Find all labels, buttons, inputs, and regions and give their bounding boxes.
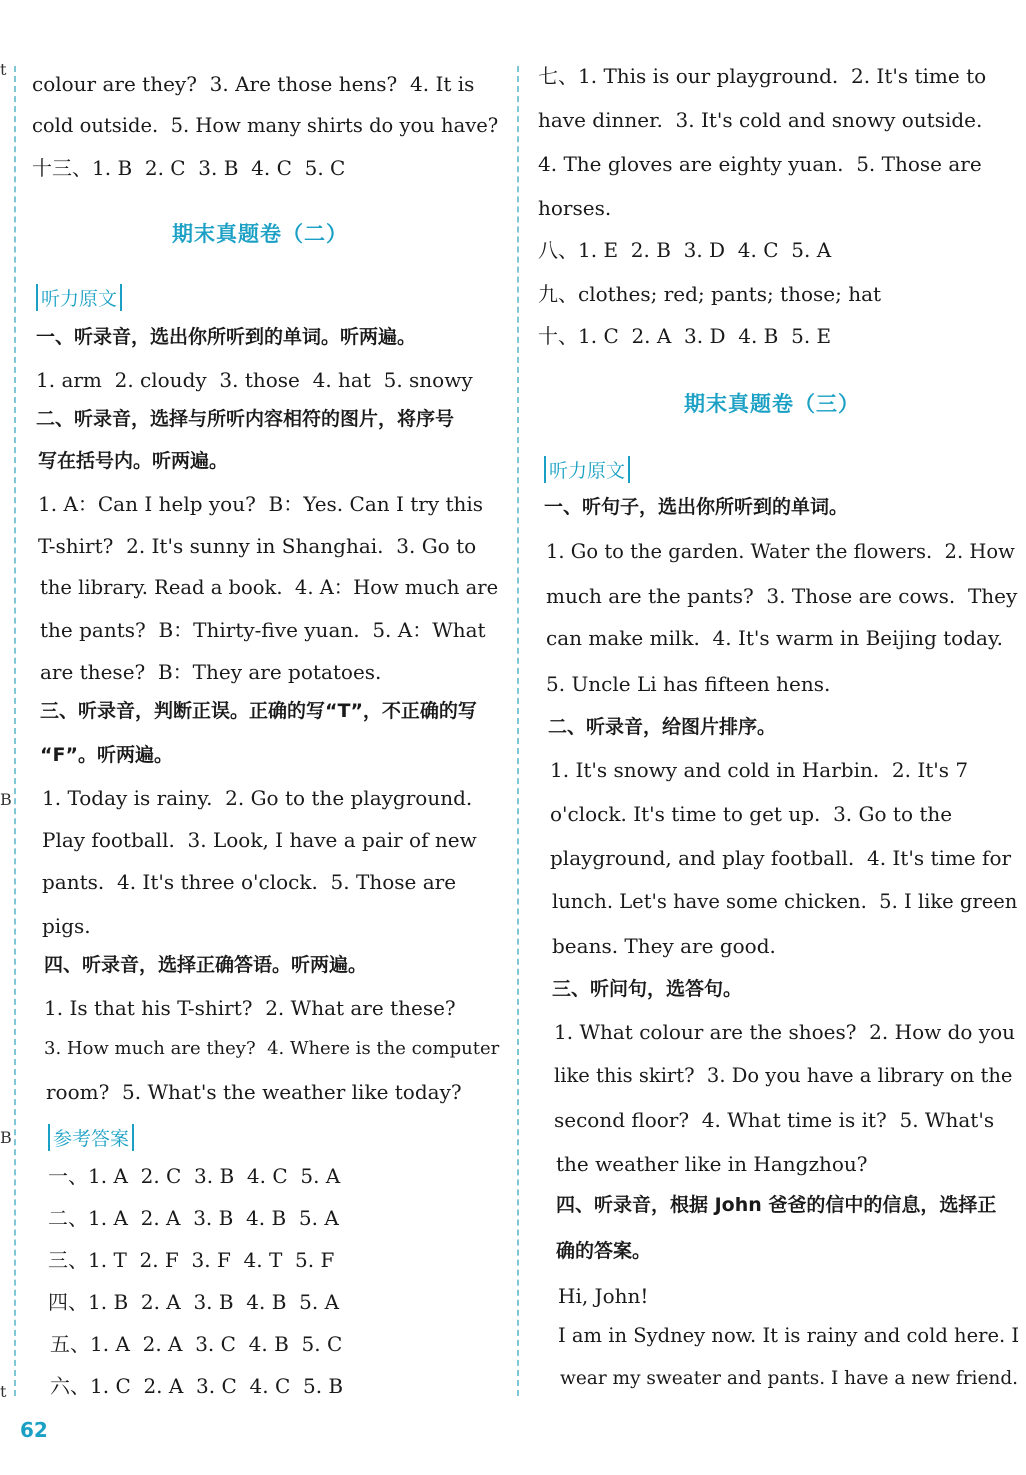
question-heading: 二、听录音，给图片排序。	[548, 716, 777, 738]
text-line: much are the pants? 3. Those are cows. They	[546, 584, 1018, 608]
answer-line: 六、1. C 2. A 3. C 4. C 5. B	[50, 1374, 344, 1398]
text-line: pants. 4. It's three o'clock. 5. Those are	[42, 870, 457, 894]
letter-greeting: Hi, John!	[558, 1284, 649, 1308]
text-line: have dinner. 3. It's cold and snowy outside.	[538, 108, 983, 132]
text-line: the weather like in Hangzhou?	[556, 1152, 868, 1176]
answer-key-tag: 参考答案	[48, 1124, 134, 1151]
answer-line: 八、1. E 2. B 3. D 4. C 5. A	[538, 238, 832, 262]
text-line: horses.	[538, 196, 612, 220]
question-heading: 一、听录音，选出你所听到的单词。听两遍。	[36, 326, 417, 348]
text-line: the library. Read a book. 4. A：How much are	[40, 576, 499, 599]
listening-script-tag: 听力原文	[544, 456, 630, 483]
answer-line: 一、1. A 2. C 3. B 4. C 5. A	[48, 1164, 341, 1188]
letter-body: wear my sweater and pants. I have a new friend.	[560, 1368, 1019, 1389]
text-line: 4. The gloves are eighty yuan. 5. Those are	[538, 152, 982, 176]
question-heading: 三、听问句，选答句。	[552, 978, 743, 1000]
text-line: like this skirt? 3. Do you have a library on the	[554, 1064, 1013, 1087]
text-line: can make milk. 4. It's warm in Beijing today.	[546, 626, 1003, 650]
edge-fragment: t	[0, 60, 7, 79]
text-line: playground, and play football. 4. It's time for	[550, 846, 1012, 870]
answer-line: 三、1. T 2. F 3. F 4. T 5. F	[48, 1248, 335, 1272]
question-heading: 四、听录音，选择正确答语。听两遍。	[44, 954, 368, 976]
text-line: 3. How much are they? 4. Where is the computer	[44, 1038, 500, 1059]
text-line: the pants? B：Thirty-five yuan. 5. A：What	[40, 618, 486, 642]
section-title: 期末真题卷（三）	[684, 392, 860, 416]
page-number: 62	[20, 1418, 48, 1442]
answer-line: 九、clothes; red; pants; those; hat	[538, 282, 882, 306]
question-heading: 写在括号内。听两遍。	[38, 450, 229, 472]
answer-line: 十、1. C 2. A 3. D 4. B 5. E	[538, 324, 832, 348]
text-line: 1. A：Can I help you? B：Yes. Can I try this	[38, 492, 484, 516]
text-line: 1. It's snowy and cold in Harbin. 2. It's 7	[550, 758, 969, 782]
answer-line: 二、1. A 2. A 3. B 4. B 5. A	[48, 1206, 339, 1230]
edge-fragment: B	[0, 1128, 12, 1147]
question-heading: 确的答案。	[556, 1240, 652, 1262]
text-line: second floor? 4. What time is it? 5. What's	[554, 1108, 995, 1132]
text-line: colour are they? 3. Are those hens? 4. It is	[32, 72, 475, 96]
text-line: cold outside. 5. How many shirts do you have?	[32, 114, 499, 137]
letter-body: I am in Sydney now. It is rainy and cold here. I	[558, 1324, 1020, 1347]
text-line: lunch. Let's have some chicken. 5. I like green	[552, 890, 1018, 913]
text-line: 1. Today is rainy. 2. Go to the playground.	[42, 786, 473, 810]
section-title: 期末真题卷（二）	[172, 222, 348, 246]
text-line: o'clock. It's time to get up. 3. Go to the	[550, 802, 953, 826]
text-line: 1. Go to the garden. Water the flowers. 2. How	[546, 540, 1015, 563]
question-heading: 四、听录音，根据 John 爸爸的信中的信息，选择正	[556, 1194, 997, 1216]
text-line: room? 5. What's the weather like today?	[46, 1080, 462, 1104]
text-line: 5. Uncle Li has fifteen hens.	[546, 672, 831, 696]
edge-fragment: t	[0, 1382, 7, 1401]
answer-line: 五、1. A 2. A 3. C 4. B 5. C	[50, 1332, 343, 1356]
text-line: 1. What colour are the shoes? 2. How do you	[554, 1020, 1016, 1044]
answer-line: 四、1. B 2. A 3. B 4. B 5. A	[48, 1290, 340, 1314]
question-heading: 三、听录音，判断正误。正确的写“T”，不正确的写	[40, 700, 477, 722]
text-line: pigs.	[42, 914, 91, 938]
text-line: 七、1. This is our playground. 2. It's time to	[538, 64, 987, 88]
text-line: beans. They are good.	[552, 934, 776, 958]
question-heading: 二、听录音，选择与所听内容相符的图片，将序号	[36, 408, 455, 430]
text-line: Play football. 3. Look, I have a pair of new	[42, 828, 477, 852]
text-line: are these? B：They are potatoes.	[40, 660, 382, 684]
question-heading: “F”。听两遍。	[40, 744, 173, 766]
listening-script-tag: 听力原文	[36, 284, 122, 311]
answer-line: 十三、1. B 2. C 3. B 4. C 5. C	[32, 156, 346, 180]
edge-fragment: B	[0, 790, 12, 809]
question-heading: 一、听句子，选出你所听到的单词。	[544, 496, 849, 518]
right-column	[520, 0, 1026, 1475]
text-line: 1. arm 2. cloudy 3. those 4. hat 5. snowy	[36, 368, 473, 392]
column-divider	[517, 66, 519, 1396]
text-line: T-shirt? 2. It's sunny in Shanghai. 3. Go to	[38, 534, 477, 558]
text-line: 1. Is that his T-shirt? 2. What are these?	[44, 996, 456, 1020]
